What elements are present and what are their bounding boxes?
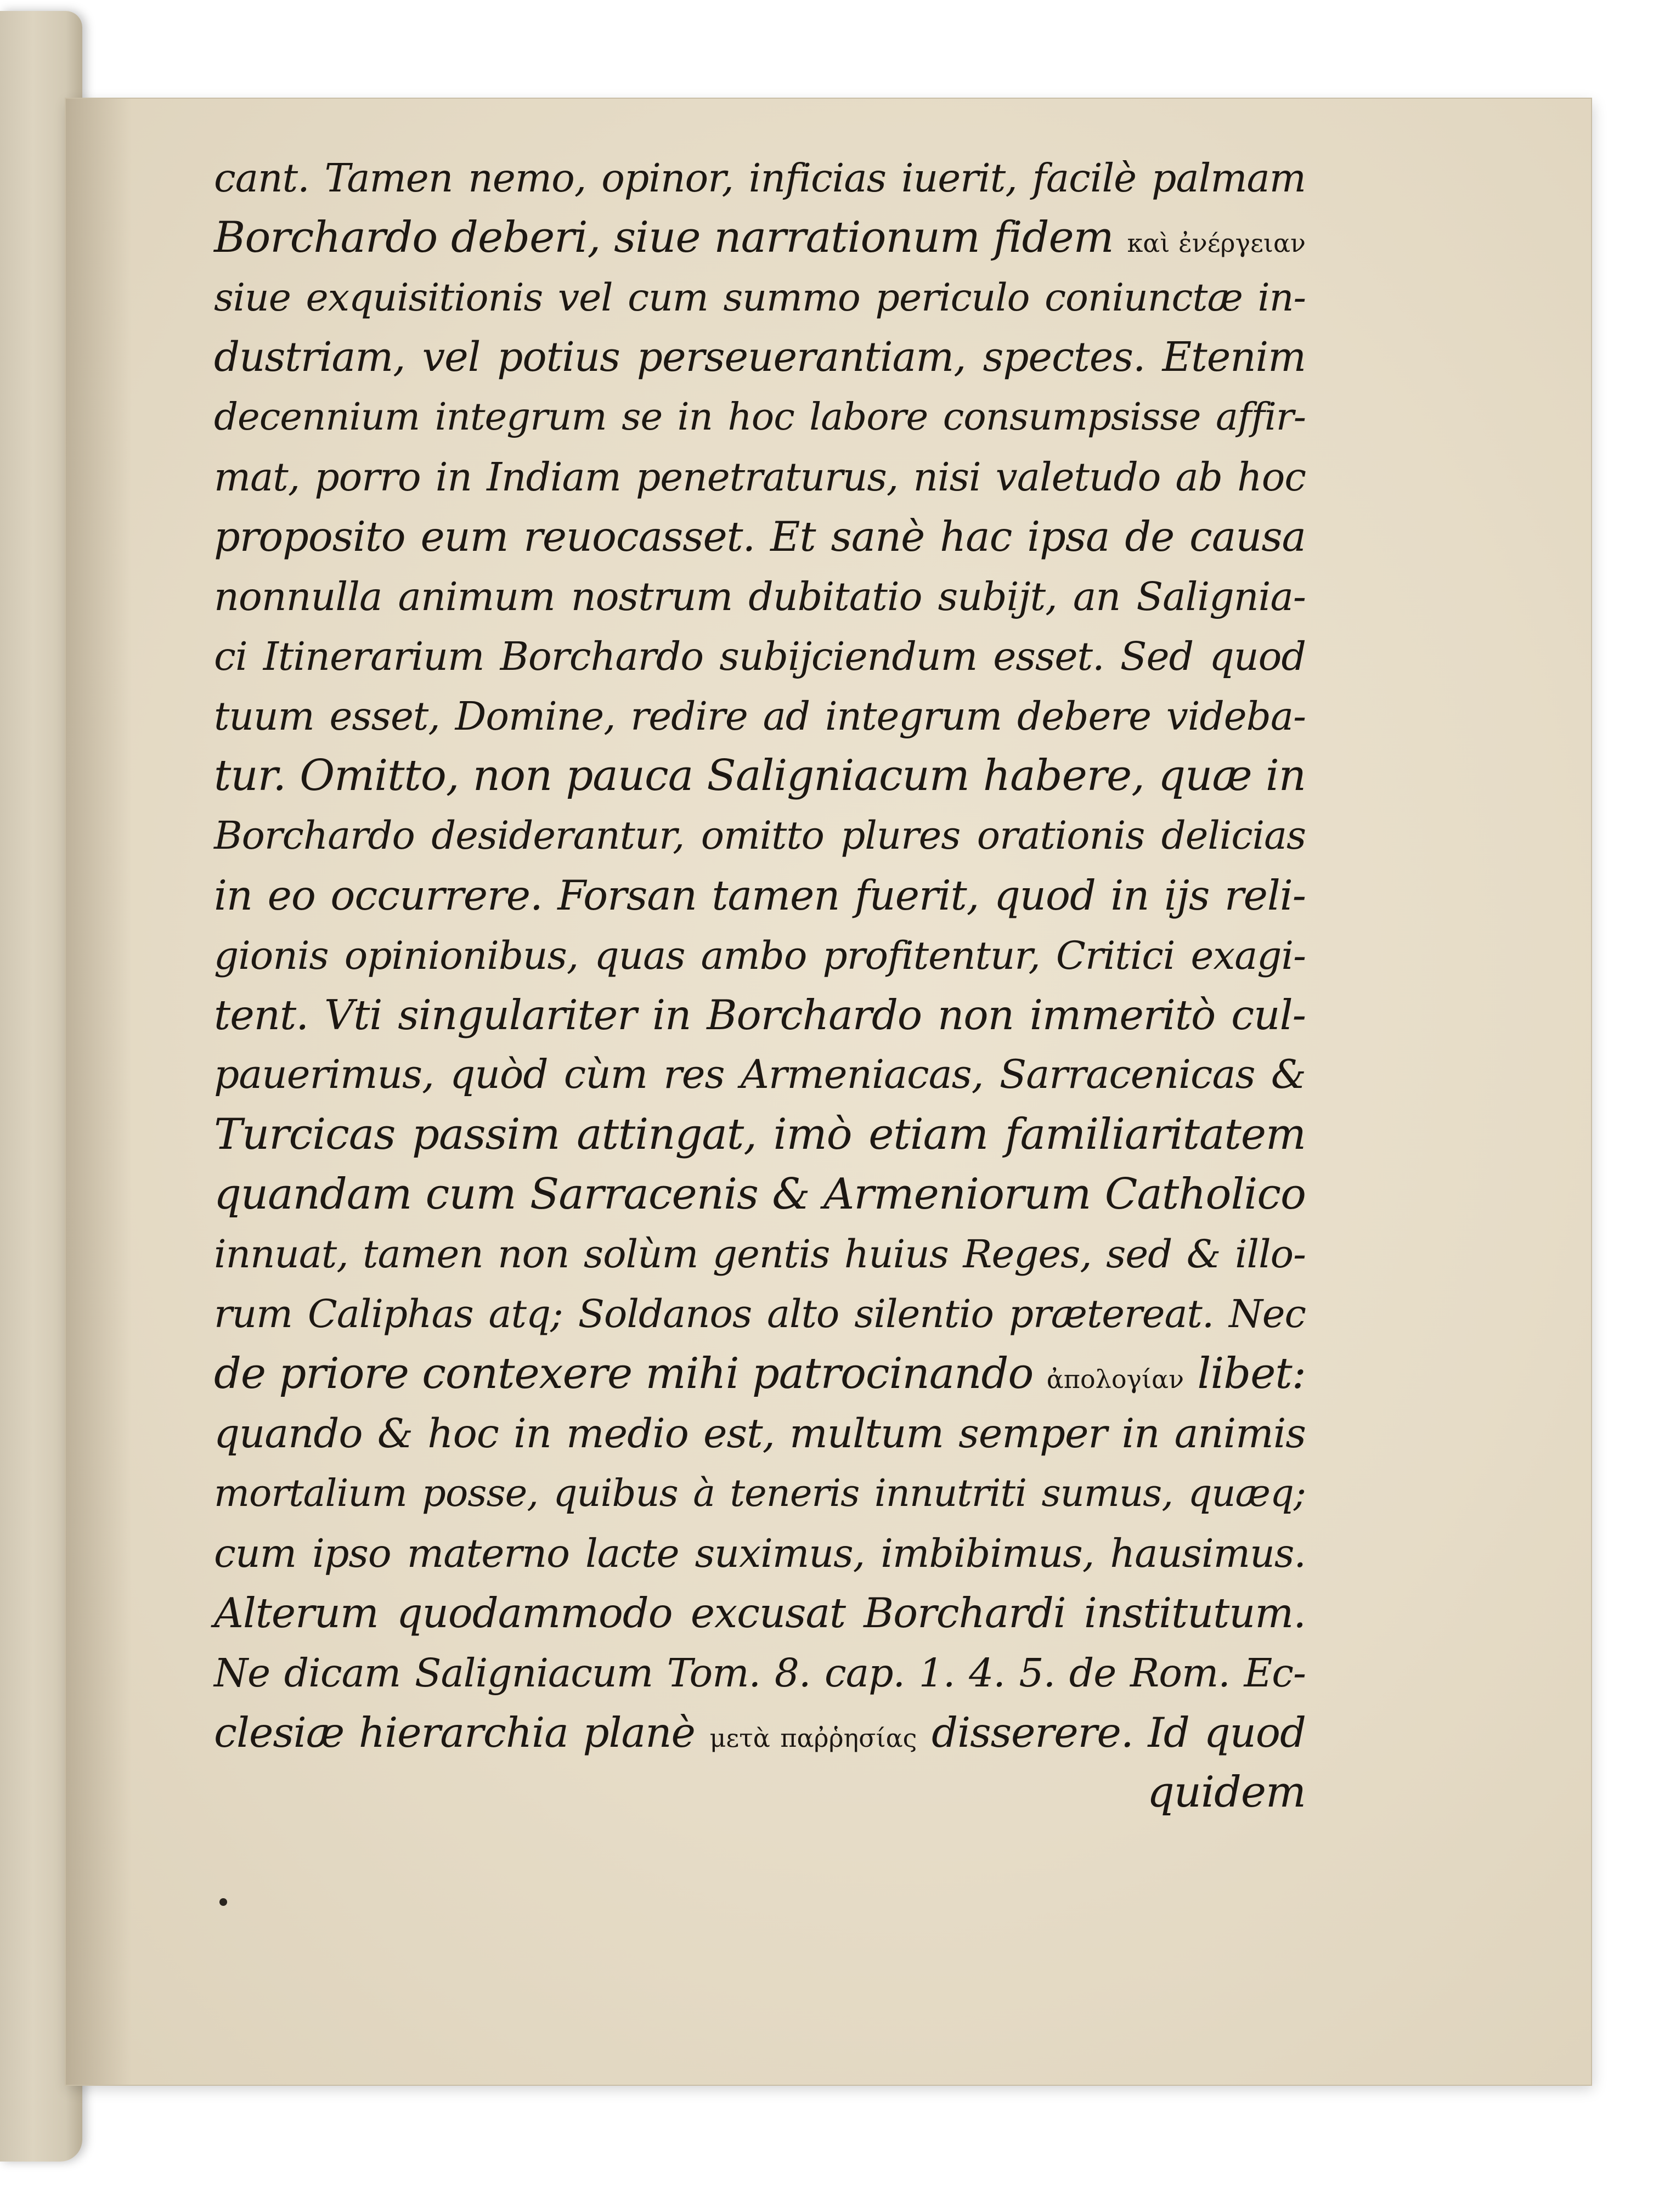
- text-line: nonnulla animum nostrum dubitatio subijt, an Salignia-: [214, 574, 1306, 619]
- text-line: tent. Vti singulariter in Borchardo non immeritò cul-: [214, 991, 1306, 1039]
- text-line: cum ipso materno lacte suximus, imbibimus, hausimus.: [214, 1531, 1306, 1576]
- text-line: siue exquisitionis vel cum summo periculo coniunctæ in-: [214, 275, 1306, 320]
- text-line: quando & hoc in medio est, multum semper in animis: [214, 1410, 1306, 1457]
- text-line: cant. Tamen nemo, opinor, inficias iuerit, facilè palmam: [214, 155, 1306, 201]
- text-line: dustriam, vel potius perseuerantiam, spectes. Etenim: [214, 334, 1306, 381]
- greek-phrase: μετὰ παῤῥησίας: [709, 1723, 917, 1753]
- text-line: Borchardo desiderantur, omitto plures orationis delicias: [214, 813, 1306, 858]
- page-text: [214, 148, 1306, 1822]
- text-line: Turcicas passim attingat, imò etiam familiaritatem: [214, 1110, 1306, 1159]
- text-line: quandam cum Sarracenis & Armeniorum Catholico: [214, 1170, 1306, 1219]
- text-line: gionis opinionibus, quas ambo profitentur, Critici exagi-: [214, 933, 1306, 978]
- greek-phrase: ἀπολογίαν: [1046, 1364, 1184, 1394]
- text-line: Alterum quodammodo excusat Borchardi institutum.: [214, 1589, 1306, 1637]
- text-line: ci Itinerarium Borchardo subijciendum esset. Sed quod: [214, 634, 1306, 679]
- greek-phrase: καὶ ἐνέργειαν: [1127, 228, 1306, 258]
- text-line: tuum esset, Domine, redire ad integrum debere videba-: [214, 693, 1306, 739]
- text-line: de priore contexere mihi patrocinando ἀπολογίαν libet:: [214, 1349, 1306, 1398]
- text-line: decennium integrum se in hoc labore consumpsisse affir-: [214, 395, 1306, 439]
- text-line: in eo occurrere. Forsan tamen fuerit, quod in ijs reli-: [214, 872, 1306, 919]
- catchword: quidem: [1147, 1768, 1306, 1817]
- ink-speck: [219, 1898, 227, 1906]
- gutter-shadow: [66, 99, 132, 2085]
- text-line: tur. Omitto, non pauca Saligniacum habere, quæ in: [214, 751, 1306, 800]
- text-line: mat, porro in Indiam penetraturus, nisi valetudo ab hoc: [214, 454, 1306, 500]
- text-line: rum Caliphas atq; Soldanos alto silentio prætereat. Nec: [214, 1291, 1306, 1336]
- text-line: clesiæ hierarchia planè μετὰ παῤῥησίας disserere. Id quod: [214, 1708, 1306, 1757]
- text-line: Ne dicam Saligniacum Tom. 8. cap. 1. 4. 5. de Rom. Ec-: [214, 1650, 1306, 1696]
- text-line: proposito eum reuocasset. Et sanè hac ipsa de causa: [214, 513, 1306, 561]
- text-line: pauerimus, quòd cùm res Armeniacas, Sarracenicas &: [214, 1052, 1306, 1098]
- text-line: mortalium posse, quibus à teneris innutriti sumus, quæq;: [214, 1471, 1306, 1515]
- text-line: Borchardo deberi, siue narrationum fidem καὶ ἐνέργειαν: [214, 213, 1306, 262]
- text-line: innuat, tamen non solùm gentis huius Reges, sed & illo-: [214, 1232, 1306, 1277]
